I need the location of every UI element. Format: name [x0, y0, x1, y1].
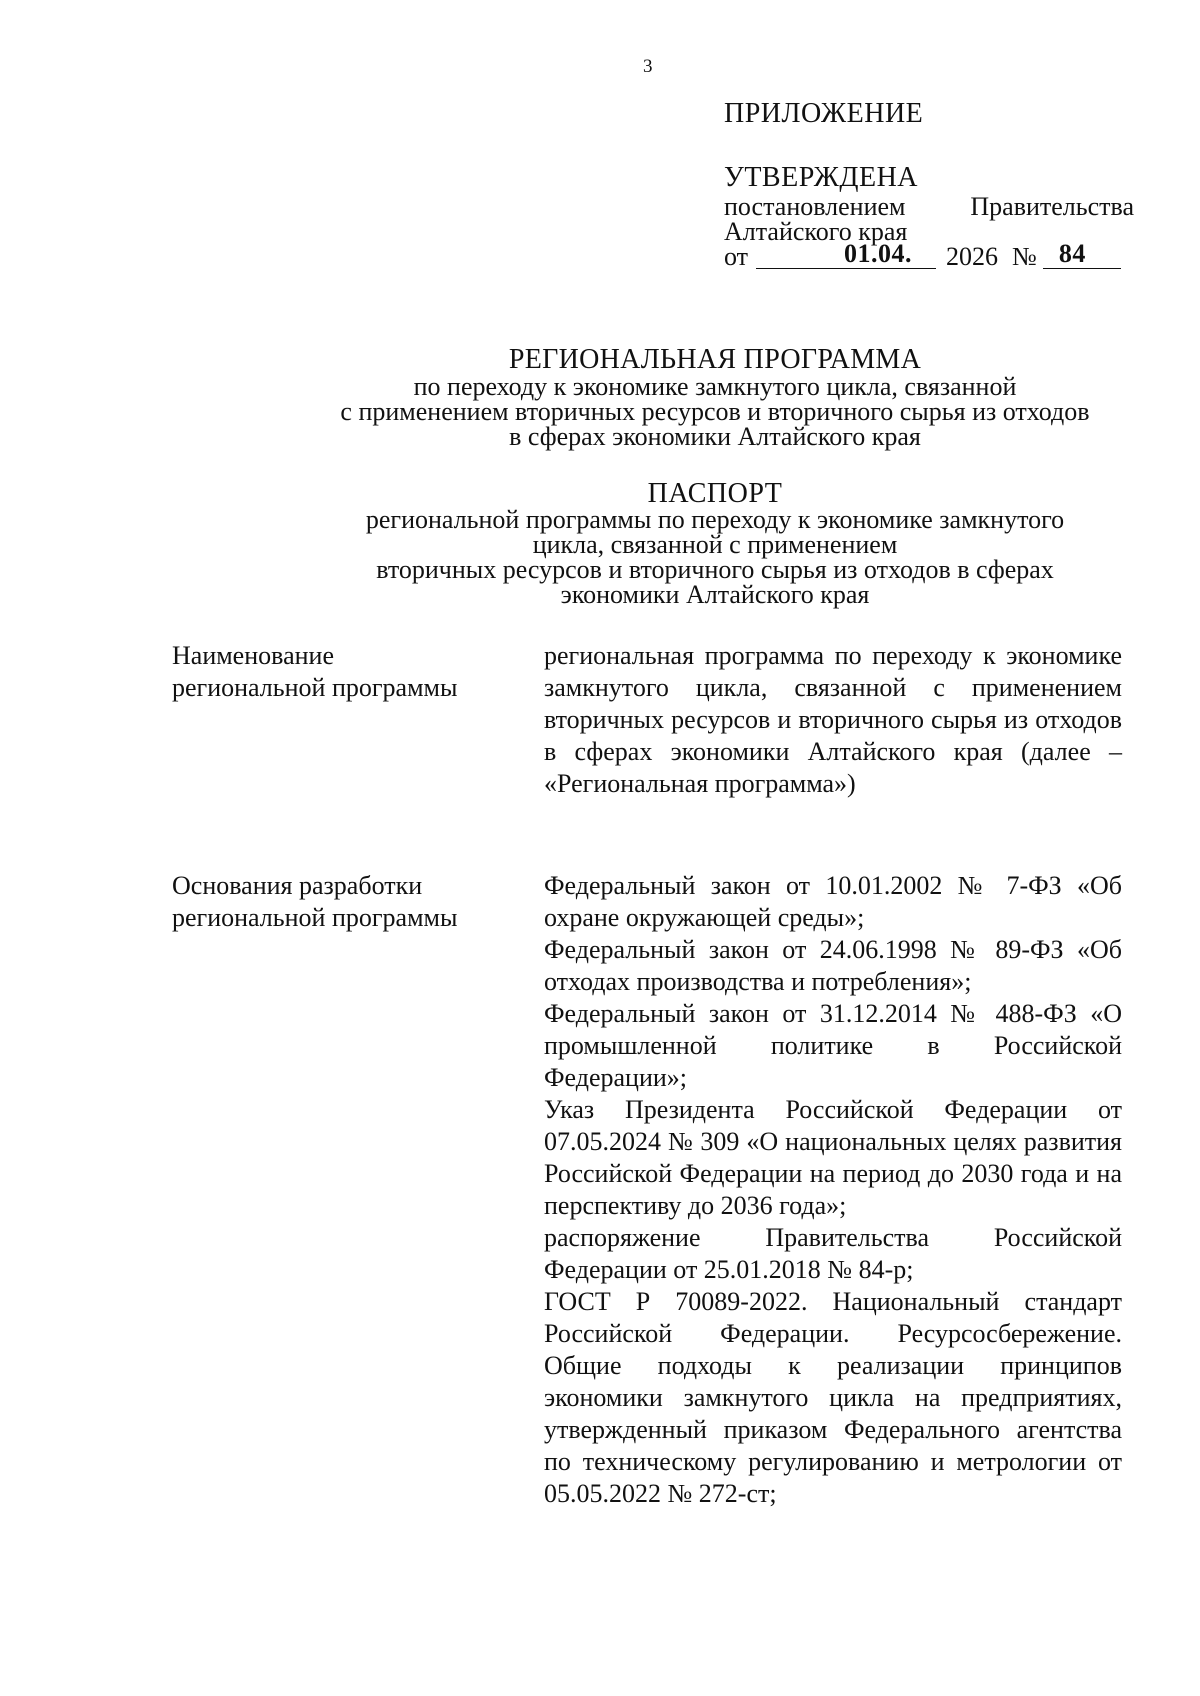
- passport-subtitle-line: региональной программы по переходу к экономике замкнутого: [365, 505, 1065, 534]
- program-title: РЕГИОНАЛЬНАЯ ПРОГРАММА: [508, 344, 922, 375]
- handwritten-date: 01.04.: [844, 239, 913, 268]
- legal-basis-item: Федеральный закон от 10.01.2002 № 7-ФЗ «Об охране окружающей среды»;: [544, 871, 1122, 932]
- handwritten-number: 84: [1058, 239, 1086, 268]
- from-label: от: [724, 242, 749, 271]
- passport-subtitle-line: вторичных ресурсов и вторичного сырья из отходов в сферах: [376, 555, 1054, 584]
- row-label: [172, 640, 512, 704]
- resolution-right: Правительства: [970, 192, 1134, 221]
- row-label-line: региональной программы: [172, 673, 458, 702]
- approval-block: [724, 97, 1134, 269]
- number-blank: [1043, 239, 1121, 269]
- legal-basis-item: Указ Президента Российской Федерации от 07.05.2024 № 309 «О национальных целях развития Российской Федерации на период до 2030 года и на перспективу до 2036 года»;: [544, 1095, 1122, 1220]
- year-label: 2026: [946, 242, 999, 271]
- program-subtitle-line: с применением вторичных ресурсов и вторичного сырья из отходов: [340, 397, 1090, 426]
- row-value-list: [544, 870, 1122, 1510]
- program-subtitle-line: в сферах экономики Алтайского края: [509, 422, 921, 451]
- region-line: Алтайского края: [724, 217, 908, 246]
- page-number: 3: [643, 56, 653, 77]
- resolution-left: постановлением: [724, 192, 906, 221]
- date-blank: [756, 239, 936, 269]
- row-label-line: Основания разработки: [172, 871, 423, 900]
- legal-basis-item: распоряжение Правительства Российской Федерации от 25.01.2018 № 84-р;: [544, 1223, 1122, 1284]
- row-value: региональная программа по переходу к экономике замкнутого цикла, связанной с применением вторичных ресурсов и вторичного сырья из отходов в сферах экономики Алтайского края (далее – «Региональная программа»): [544, 641, 1122, 798]
- row-label: [172, 870, 512, 934]
- number-sign: №: [1012, 242, 1037, 271]
- appendix-label: ПРИЛОЖЕНИЕ: [724, 98, 924, 129]
- resolution-line: [724, 194, 1134, 219]
- row-label-line: Наименование: [172, 641, 334, 670]
- program-subtitle: [200, 374, 1200, 449]
- legal-basis-item: Федеральный закон от 31.12.2014 № 488-ФЗ «О промышленной политике в Российской Федерации»;: [544, 999, 1122, 1092]
- passport-subtitle: [200, 507, 1200, 607]
- approved-label: УТВЕРЖДЕНА: [724, 162, 919, 193]
- passport-title: ПАСПОРТ: [647, 478, 783, 509]
- passport-subtitle-line: цикла, связанной с применением: [532, 530, 898, 559]
- legal-basis-item: Федеральный закон от 24.06.1998 № 89-ФЗ «Об отходах производства и потребления»;: [544, 935, 1122, 996]
- legal-basis-item: ГОСТ Р 70089-2022. Национальный стандарт Российской Федерации. Ресурсосбережение. Общие подходы к реализации принципов экономики замкнутого цикла на предприятиях, утвержденный приказом Федерального агентства по техническому регулированию и метрологии от 05.05.2022 № 272-ст;: [544, 1287, 1122, 1508]
- program-subtitle-line: по переходу к экономике замкнутого цикла, связанной: [413, 372, 1017, 401]
- date-line: [724, 239, 1134, 271]
- row-label-line: региональной программы: [172, 903, 458, 932]
- passport-subtitle-line: экономики Алтайского края: [560, 580, 870, 609]
